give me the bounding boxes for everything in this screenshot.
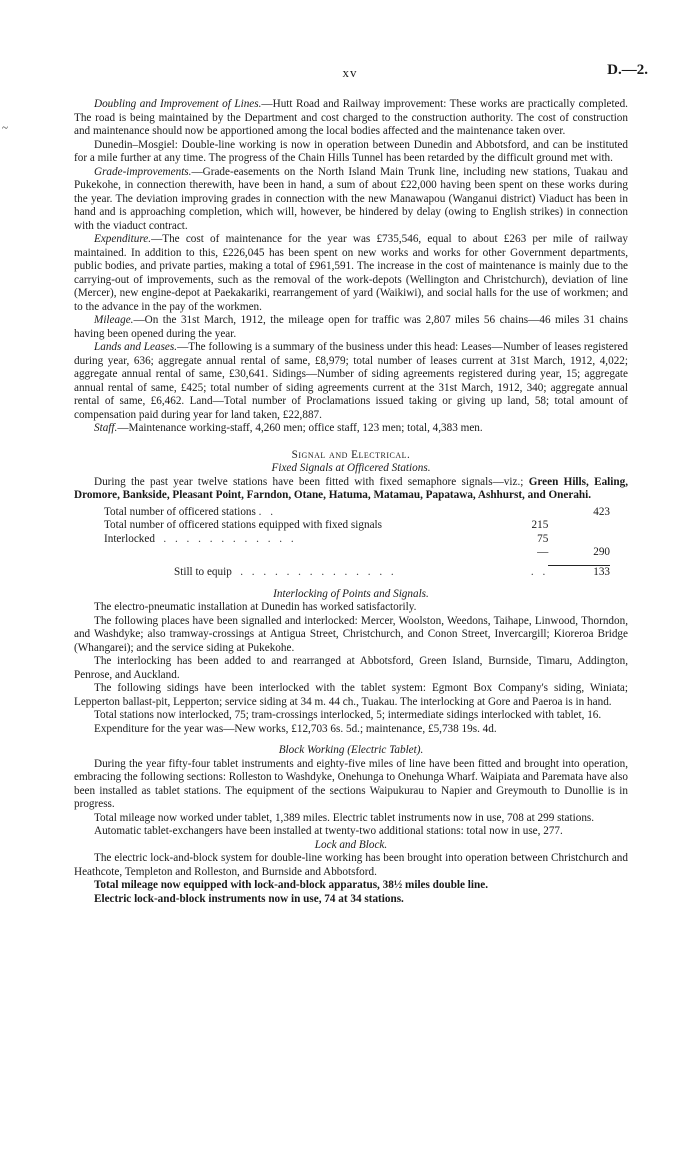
paragraph-grade-improvements: Grade-improvements.—Grade-easements on the North Island Main Trunk line, including new stations, Tuakau and Pukekohe, in connection therewith, have been in hand, a sum of about £22,000 having been spent on these works during the year. The deviation improving grades in connection with the new Manawapou (Wanganui district) Viaduct has been in hand and is approaching completion, which will, however, be hindered by delay (owing to English strikes) in connection with the viaduct contract. <box>74 165 628 232</box>
paragraph-interlocking-4: The following sidings have been interlocked with the tablet system: Egmont Box Company's siding, Winiata; Lepperton ballast-pit, Lepperton; service siding at 34 m. 44 ch., Tuakau. The interlocking at Gore and Paeroa is in hand. <box>74 682 628 708</box>
lead-mileage: Mileage. <box>94 314 134 326</box>
table-row: Total number of officered stations . . 423 <box>104 505 610 518</box>
total-officered-value: 423 <box>593 505 610 518</box>
subhead-lock-block: Lock and Block. <box>314 838 388 851</box>
paragraph-interlocking-2: The following places have been signalled and interlocked: Mercer, Woolston, Weedons, Taihape, Linwood, Thorndon, and Washdyke; also tramway-crossings at Antigua Street, Christchurch, and Conon Street, Invercargill; Kioreroa Bridge (Whangarei); and the service siding at Pukekohe. <box>74 614 628 654</box>
paragraph-doubling: Doubling and Improvement of Lines.—Hutt Road and Railway improvement: These works are practically completed. The road is being maintained by the Department and cost charged to the construction authority. The cost of construction and maintenance should now be apportioned among the local bodies affected and the maintenance taken over. <box>74 98 628 137</box>
lead-lands: Lands and Leases. <box>94 341 178 353</box>
station-list: Green Hills, Ealing, Dromore, Bankside, Pleasant Point, Farndon, Otane, Hatuma, Matamau, Papatawa, Ashhurst, and Onerahi. <box>74 475 628 501</box>
paragraph-lock-1: The electric lock-and-block system for double-line working has been brought into operation between Christchurch and Heathcote, Templeton and Rolleston, and Burnside and Abbotsford. <box>74 852 628 878</box>
officered-stations-table <box>104 506 610 580</box>
table-row <box>104 546 610 560</box>
paragraph-lock-2: Total mileage now equipped with lock-and-block apparatus, 38½ miles double line. <box>94 879 489 891</box>
subhead-interlocking: Interlocking of Points and Signals. <box>273 587 429 600</box>
paragraph-lands-leases: Lands and Leases.—The following is a summary of the business under this head: Leases—Number of leases registered during year, 636; aggregate annual rental of same, £8,979; total number of leases current at 31st March, 1912, 4,022; aggregate annual rental of same, £30,641. Sidings—Number of siding agreements registered during year, 15; aggregate annual rental of same, £425; total number of siding agreements current at the 31st March, 1912, 340; aggregate annual rental of same, £6,462. Land—Total number of Proclamations issued taking or giving up land, 58; total amount of compensation paid during year for land taken, £22,887. <box>74 341 629 421</box>
paragraph-lock-3: Electric lock-and-block instruments now in use, 74 at 34 stations. <box>94 892 404 905</box>
lead-grade: Grade-improvements. <box>94 165 192 178</box>
page-number: xv <box>342 65 358 80</box>
fixed-signals-value: 215 <box>531 519 549 531</box>
lead-staff: Staff. <box>94 422 118 434</box>
table-row: Still to equip . . . . . . . . . . . . . . . . 133 <box>174 566 610 578</box>
page-content <box>74 98 628 906</box>
paragraph-interlocking-1: The electro-pneumatic installation at Dunedin has worked satisfactorily. <box>94 601 417 613</box>
margin-mark: ~ <box>2 122 8 134</box>
paragraph-staff: Staff.—Maintenance working-staff, 4,260 men; office staff, 123 men; total, 4,383 men. <box>94 422 483 434</box>
paragraph-interlocking-3: The interlocking has been added to and rearranged at Abbotsford, Green Island, Burnside, Timaru, Addington, Penrose, and Auckland. <box>74 655 628 681</box>
still-to-equip-value: 133 <box>548 566 610 580</box>
table-row: Total number of officered stations equipped with fixed signals 215 <box>104 519 549 531</box>
paragraph-dunedin-mosgiel: Dunedin–Mosgiel: Double-line working is now in operation between Dunedin and Abbotsford, and can be instituted for a mile further at any time. The progress of the Chain Hills Tunnel has been retarded by the difficult ground met with. <box>74 138 628 164</box>
paragraph-block-3: Automatic tablet-exchangers have been installed at twenty-two additional stations: total now in use, 277. <box>94 825 563 837</box>
paragraph-block-1: During the year fifty-four tablet instruments and eighty-five miles of line have been fitted and brought into operation, embracing the following sections: Rolleston to Washdyke, Onehunga to Onehunga Wharf. Waipiata and Paremata have also been installed as tablet stations. The equipment of the sections Waipukurau to Napier and Greymouth to Dunollie is in progress. <box>74 757 629 810</box>
paragraph-fixed-signals: During the past year twelve stations have been fitted with fixed semaphore signals—viz.; Green Hills, Ealing, Dromore, Bankside, Pleasant Point, Farndon, Otane, Hatuma, Matamau, Papatawa, Ashhurst, and Onerahi. <box>74 475 628 501</box>
subtotal-dash: — <box>537 546 549 558</box>
lead-expenditure: Expenditure. <box>94 233 152 245</box>
lead-doubling: Doubling and Improvement of Lines. <box>94 98 262 110</box>
interlocked-value: 75 <box>537 532 549 545</box>
subhead-fixed-signals: Fixed Signals at Officered Stations. <box>271 462 431 474</box>
subhead-block-working: Block Working (Electric Tablet). <box>278 744 424 756</box>
paragraph-expenditure: Expenditure.—The cost of maintenance for the year was £735,546, equal to about £263 per mile of railway maintained. In addition to this, £226,045 has been spent on new works and works for other Government departments, public bodies, and private parties, making a total of £961,591. The increase in the cost of maintenance is mainly due to the carrying-out of improvements, such as the removal of the work-depots (Wellington and Christchurch), deviation of line (Mercer), new engine-depot at Paekakariki, rearrangement of yard (Waikiwi), and social halls for the use of workmen; and to the advance in the pay of the workmen. <box>74 233 628 313</box>
document-reference: D.—2. <box>607 62 648 78</box>
subtotal-value: 290 <box>593 546 610 558</box>
table-row: Interlocked . . . . . . . . . . . . 75 <box>104 532 549 545</box>
paragraph-interlocking-5: Total stations now interlocked, 75; tram-crossings interlocked, 5; intermediate sidings interlocked with tablet, 16. <box>94 709 602 721</box>
paragraph-block-2: Total mileage now worked under tablet, 1,389 miles. Electric tablet instruments now in use, 708 at 299 stations. <box>94 811 595 824</box>
paragraph-mileage: Mileage.—On the 31st March, 1912, the mileage open for traffic was 2,807 miles 56 chains—46 miles 31 chains having been opened during the year. <box>74 314 628 340</box>
section-title-signal: Signal and Electrical. <box>291 448 411 461</box>
paragraph-interlocking-6: Expenditure for the year was—New works, £12,703 6s. 5d.; maintenance, £5,738 19s. 4d. <box>94 722 497 735</box>
